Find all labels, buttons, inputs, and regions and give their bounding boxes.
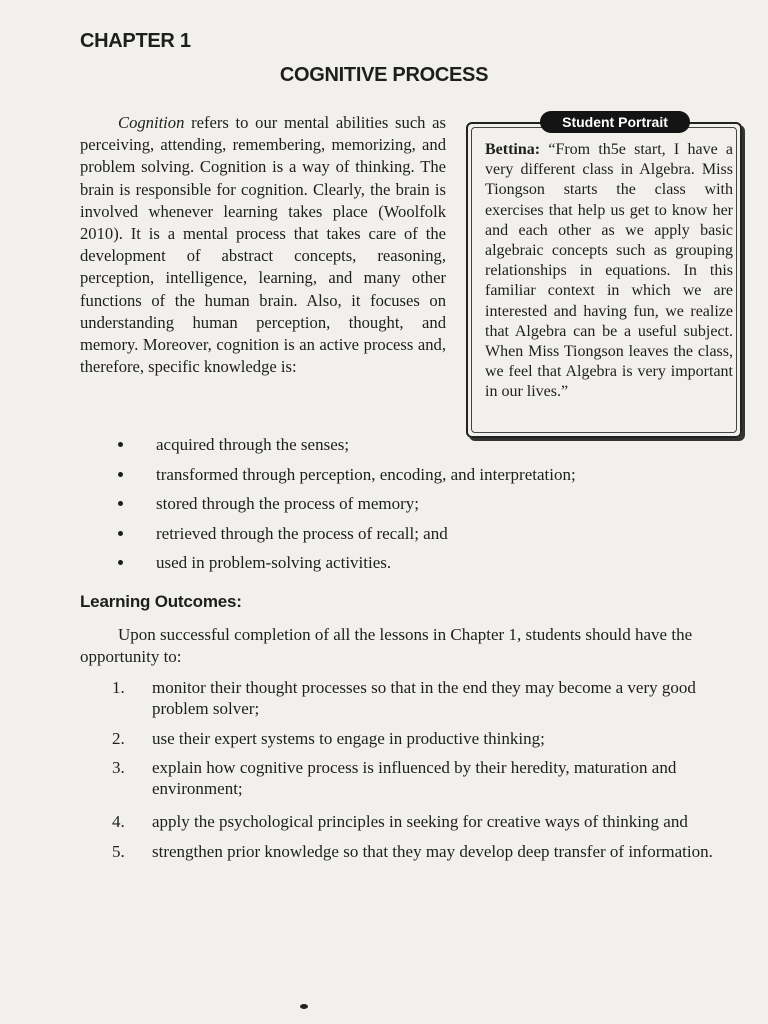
bullet-text: acquired through the senses; — [156, 435, 350, 454]
list-item — [112, 757, 752, 799]
list-item — [118, 548, 718, 578]
learning-outcomes-intro: Upon successful completion of all the lessons in Chapter 1, students should have the opportunity to: — [80, 625, 693, 666]
intro-text: refers to our mental abilities such as perceiving, attending, remembering, memorizing, and problem solving. Cognition is a way of thinking. The brain is responsible for cognition. Clearly, the brain is involved whenever learning takes place (Woolfolk 2010). It is a mental process that takes care of the development of abstract concepts, reasoning, perception, intelligence, learning, and many other functions of the human brain. Also, it focuses on understanding human perception, thought, and memory. Moreover, cognition is an active process and, therefore, specific knowledge is: — [80, 113, 446, 377]
list-item — [118, 430, 718, 460]
item-number: 3. — [112, 758, 125, 777]
student-portrait-quote — [485, 140, 733, 403]
bullet-icon — [118, 560, 123, 565]
portrait-quote-text: “From th5e start, I have a very different class in Algebra. Miss Tiongson starts the class with exercises that help us get to know her and each other as we apply basic algebraic concepts such as grouping relationships in equations. In this familiar context in which we are interested and having fun, we realize that Algebra can be a useful subject. When Miss Tiongson leaves the class, we feel that Algebra is very important in our lives.” — [485, 141, 733, 401]
bullet-icon — [118, 442, 123, 447]
learning-outcomes-list — [112, 677, 752, 862]
bullet-text: transformed through perception, encoding, and interpretation; — [156, 464, 576, 484]
list-item — [112, 728, 752, 749]
item-text: explain how cognitive process is influenced by their heredity, maturation and environment; — [152, 758, 677, 798]
bullet-icon — [118, 501, 123, 506]
bullet-icon — [118, 472, 123, 477]
list-item — [112, 811, 752, 832]
item-number: 1. — [112, 678, 125, 697]
intro-lead-word: Cognition — [118, 113, 185, 132]
page-title: COGNITIVE PROCESS — [279, 64, 489, 86]
item-number: 2. — [112, 729, 125, 748]
item-text: use their expert systems to engage in productive thinking; — [152, 729, 545, 748]
list-item — [112, 677, 752, 719]
item-text: monitor their thought processes so that in the end they may become a very good problem solver; — [152, 678, 696, 718]
item-text: apply the psychological principles in seeking for creative ways of thinking and — [152, 812, 688, 831]
student-portrait-heading: Student Portrait — [540, 111, 690, 133]
list-item — [118, 519, 718, 549]
item-text: strengthen prior knowledge so that they may develop deep transfer of information. — [152, 842, 713, 861]
list-item — [118, 489, 718, 519]
bullet-text: retrieved through the process of recall; and — [156, 523, 448, 543]
portrait-speaker: Bettina: — [485, 141, 541, 158]
item-number: 5. — [112, 842, 125, 861]
list-item — [118, 460, 718, 490]
learning-outcomes-heading: Learning Outcomes: — [80, 592, 242, 611]
list-item — [112, 841, 752, 862]
knowledge-bullet-list — [118, 430, 718, 578]
bullet-text: stored through the process of memory; — [156, 494, 419, 513]
chapter-label: CHAPTER 1 — [80, 30, 191, 52]
intro-paragraph — [80, 112, 446, 378]
bullet-text: used in problem-solving activities. — [156, 553, 392, 572]
item-number: 4. — [112, 812, 125, 831]
bullet-icon — [118, 531, 123, 536]
page-speck — [300, 1004, 308, 1009]
